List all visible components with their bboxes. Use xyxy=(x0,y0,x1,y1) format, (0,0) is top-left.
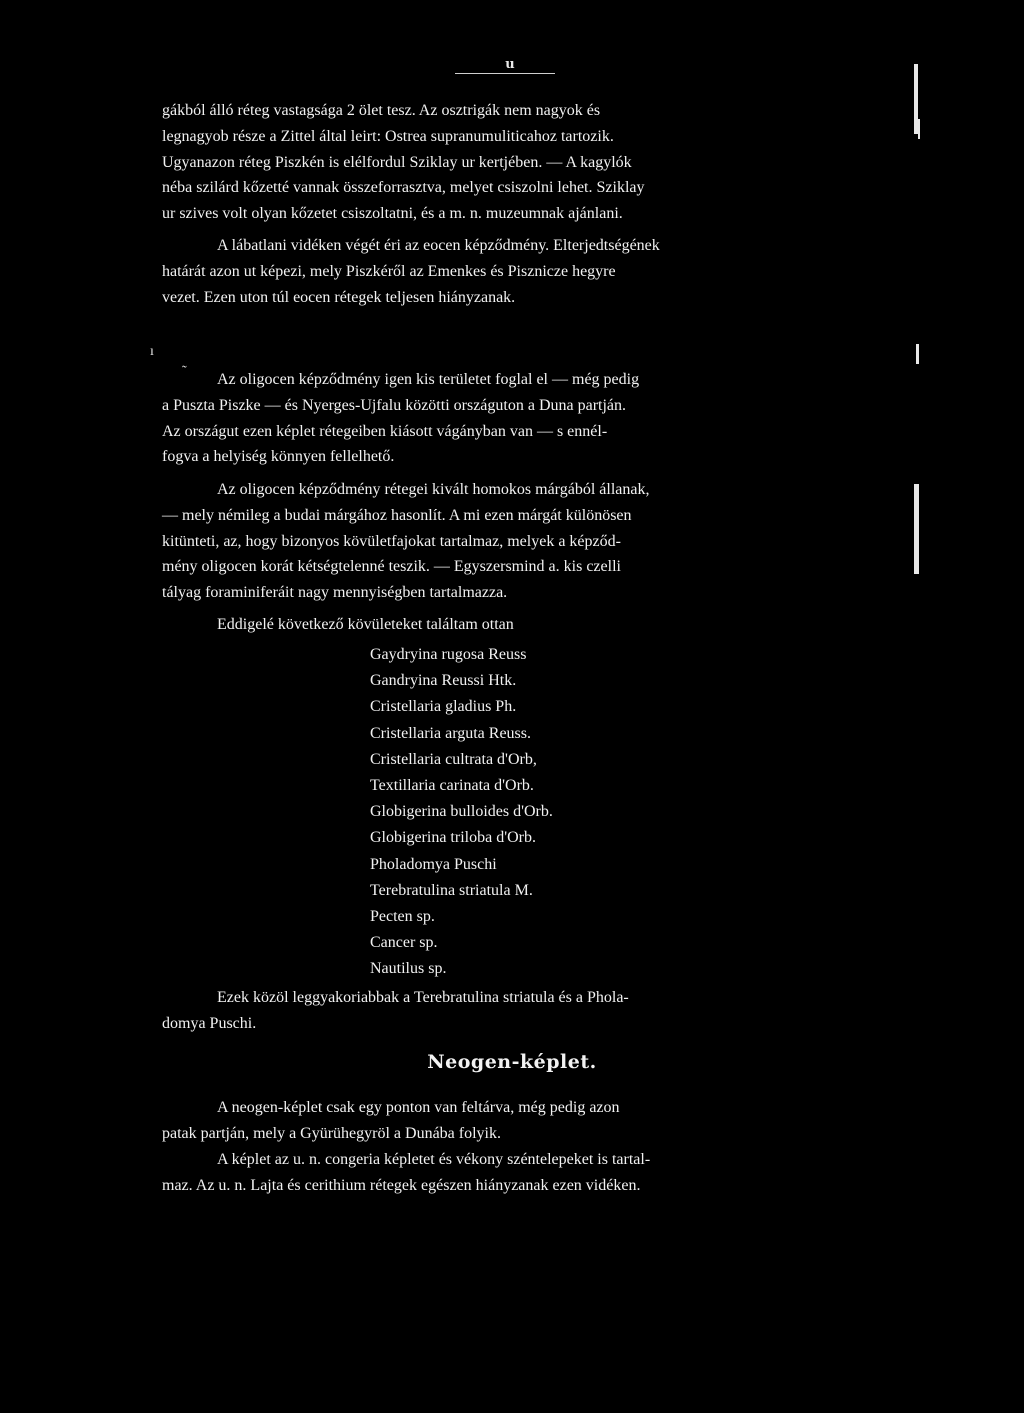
text-line: — mely némileg a budai márgához hasonlít. A mi ezen márgát különösen xyxy=(162,506,632,524)
text-line: Az országut ezen képlet rétegeiben kiásott vágányban van — s ennél- xyxy=(162,422,608,440)
paragraph-1 xyxy=(162,98,862,227)
paragraph-3 xyxy=(162,367,862,470)
header-rule xyxy=(455,73,555,74)
text-line: A képlet az u. n. congeria képletet és vékony széntelepeket is tartal- xyxy=(217,1151,651,1168)
list-item: Cancer sp. xyxy=(370,934,438,952)
text-line: A lábatlani vidéken végét éri az eocen képződmény. Elterjedtségének xyxy=(217,237,660,254)
paragraph-2 xyxy=(162,233,862,310)
list-item: Nautilus sp. xyxy=(370,960,447,978)
list-item: Gaydryina rugosa Reuss xyxy=(370,646,527,663)
text-line: fogva a helyiség könnyen fellelhető. xyxy=(162,448,395,466)
list-item: Cristellaria gladius Ph. xyxy=(370,698,517,716)
paragraph-7 xyxy=(162,1095,862,1147)
text-line: a Puszta Piszke — és Nyerges-Ujfalu közötti országuton a Duna partján. xyxy=(162,396,627,414)
list-item: Pecten sp. xyxy=(370,908,435,926)
scan-speck: ı xyxy=(150,344,154,359)
text-line: néba szilárd kőzetté vannak összeforrasztva, melyet csiszolni lehet. Sziklay xyxy=(162,179,645,197)
paragraph-4 xyxy=(162,477,862,606)
list-item: Terebratulina striatula M. xyxy=(370,881,533,899)
text-line: A neogen-képlet csak egy ponton van feltárva, még pedig azon xyxy=(217,1099,620,1116)
list-item: Textillaria carinata d'Orb. xyxy=(370,777,534,795)
list-item: Globigerina triloba d'Orb. xyxy=(370,829,536,847)
paragraph-5 xyxy=(162,612,862,638)
text-line: maz. Az u. n. Lajta és cerithium rétegek egészen hiányzanak ezen vidéken. xyxy=(162,1176,641,1194)
text-line: patak partján, mely a Gyürühegyröl a Dunába folyik. xyxy=(162,1124,501,1142)
page-number: ս xyxy=(505,56,515,71)
text-line: mény oligocen korát kétségtelenné teszik. — Egyszersmind a. kis czelli xyxy=(162,558,621,576)
text-line: gákból álló réteg vastagsága 2 ölet tesz. Az osztrigák nem nagyok és xyxy=(162,102,601,119)
list-item: Cristellaria cultrata d'Orb, xyxy=(370,750,537,768)
text-line: vezet. Ezen uton túl eocen rétegek teljesen hiányzanak. xyxy=(162,288,516,306)
paragraph-6 xyxy=(162,985,862,1037)
list-item: Globigerina bulloides d'Orb. xyxy=(370,803,553,821)
text-line: tályag foraminiferáit nagy mennyiségben tartalmazza. xyxy=(162,584,508,602)
text-line: legnagyob része a Zittel által leirt: Ostrea supranumuliticahoz tartozik. xyxy=(162,127,614,145)
scan-speck: ˜ xyxy=(182,364,187,379)
list-item: Gandryina Reussi Htk. xyxy=(370,672,517,690)
paragraph-8 xyxy=(162,1147,862,1199)
text-line: ur szives volt olyan kőzetet csiszoltatni, és a m. n. muzeumnak ajánlani. xyxy=(162,205,623,223)
text-line: Eddigelé következő kövületeket találtam ottan xyxy=(217,616,514,633)
text-line: Ugyanazon réteg Piszkén is elélfordul Sziklay ur kertjében. — A kagylók xyxy=(162,153,632,171)
text-line: Ezek közöl leggyakoriabbak a Terebratulina striatula és a Phola- xyxy=(217,989,629,1006)
scan-edge-marks xyxy=(912,64,922,584)
text-line: Az oligocen képződmény rétegei kivált homokos márgából állanak, xyxy=(217,481,650,498)
section-heading: Neogen-képlet. xyxy=(427,1051,597,1073)
species-list xyxy=(370,642,553,983)
text-line: kitünteti, az, hogy bizonyos kövületfajokat tartalmaz, melyek a képződ- xyxy=(162,532,621,550)
text-line: határát azon ut képezi, mely Piszkéről az Emenkes és Pisznicze hegyre xyxy=(162,262,616,280)
list-item: Pholadomya Puschi xyxy=(370,855,497,873)
text-line: Az oligocen képződmény igen kis területet foglal el — még pedig xyxy=(217,371,640,388)
text-line: domya Puschi. xyxy=(162,1014,257,1032)
list-item: Cristellaria arguta Reuss. xyxy=(370,724,531,742)
